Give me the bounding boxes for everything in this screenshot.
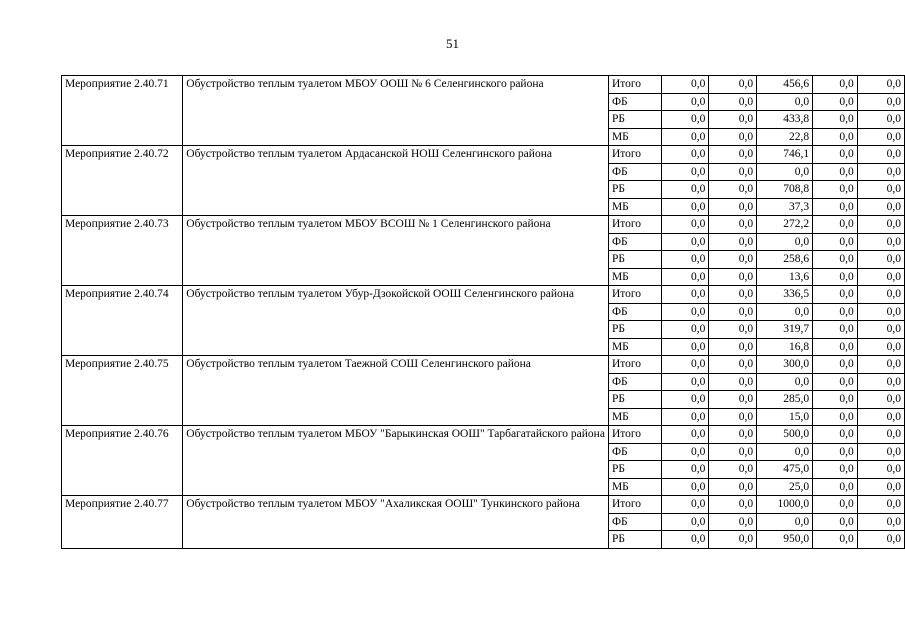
value-cell: 0,0 [709, 251, 757, 269]
value-cell: 0,0 [709, 146, 757, 164]
value-cell: 0,0 [813, 478, 858, 496]
value-cell: 0,0 [857, 233, 904, 251]
funding-source-cell: РБ [608, 531, 661, 549]
measure-cell: Мероприятие 2.40.75 [62, 356, 183, 426]
funding-source-cell: ФБ [608, 93, 661, 111]
value-cell: 0,0 [661, 373, 709, 391]
value-cell: 0,0 [709, 426, 757, 444]
value-cell: 0,0 [857, 216, 904, 234]
measure-cell: Мероприятие 2.40.72 [62, 146, 183, 216]
value-cell: 0,0 [857, 461, 904, 479]
value-cell: 0,0 [813, 181, 858, 199]
value-cell: 0,0 [813, 338, 858, 356]
measure-cell: Мероприятие 2.40.74 [62, 286, 183, 356]
table-row [62, 286, 905, 304]
value-cell: 0,0 [661, 338, 709, 356]
value-cell: 0,0 [661, 321, 709, 339]
value-cell: 0,0 [813, 146, 858, 164]
funding-source-cell: РБ [608, 251, 661, 269]
value-cell: 0,0 [857, 286, 904, 304]
funding-source-cell: МБ [608, 338, 661, 356]
value-cell: 0,0 [757, 513, 813, 531]
value-cell: 0,0 [857, 251, 904, 269]
value-cell: 0,0 [813, 216, 858, 234]
value-cell: 475,0 [757, 461, 813, 479]
value-cell: 0,0 [709, 513, 757, 531]
funding-source-cell: ФБ [608, 303, 661, 321]
value-cell: 0,0 [709, 531, 757, 549]
description-cell: Обустройство теплым туалетом Таежной СОШ Селенгинского района [183, 356, 609, 426]
value-cell: 0,0 [813, 268, 858, 286]
value-cell: 0,0 [661, 163, 709, 181]
value-cell: 0,0 [709, 321, 757, 339]
value-cell: 0,0 [709, 286, 757, 304]
funding-source-cell: ФБ [608, 373, 661, 391]
value-cell: 0,0 [757, 303, 813, 321]
value-cell: 0,0 [813, 443, 858, 461]
value-cell: 285,0 [757, 391, 813, 409]
value-cell: 0,0 [857, 408, 904, 426]
funding-source-cell: Итого [608, 146, 661, 164]
value-cell: 0,0 [661, 76, 709, 94]
value-cell: 0,0 [709, 478, 757, 496]
value-cell: 0,0 [709, 408, 757, 426]
value-cell: 0,0 [757, 373, 813, 391]
value-cell: 300,0 [757, 356, 813, 374]
value-cell: 0,0 [709, 216, 757, 234]
funding-source-cell: ФБ [608, 443, 661, 461]
value-cell: 0,0 [661, 111, 709, 129]
value-cell: 0,0 [709, 233, 757, 251]
funding-source-cell: РБ [608, 391, 661, 409]
funding-source-cell: Итого [608, 286, 661, 304]
funding-source-cell: МБ [608, 268, 661, 286]
value-cell: 0,0 [661, 426, 709, 444]
table-row [62, 76, 905, 94]
measure-cell: Мероприятие 2.40.71 [62, 76, 183, 146]
funding-source-cell: МБ [608, 128, 661, 146]
value-cell: 746,1 [757, 146, 813, 164]
description-cell: Обустройство теплым туалетом МБОУ "Ахаликская ООШ" Тункинского района [183, 496, 609, 549]
value-cell: 0,0 [813, 233, 858, 251]
value-cell: 0,0 [661, 93, 709, 111]
funding-source-cell: РБ [608, 181, 661, 199]
value-cell: 37,3 [757, 198, 813, 216]
value-cell: 0,0 [857, 163, 904, 181]
value-cell: 0,0 [661, 198, 709, 216]
funding-source-cell: РБ [608, 111, 661, 129]
value-cell: 0,0 [857, 146, 904, 164]
value-cell: 0,0 [661, 496, 709, 514]
value-cell: 13,6 [757, 268, 813, 286]
value-cell: 0,0 [813, 496, 858, 514]
value-cell: 0,0 [709, 93, 757, 111]
table-row [62, 146, 905, 164]
table-row [62, 426, 905, 444]
value-cell: 0,0 [857, 128, 904, 146]
value-cell: 0,0 [813, 128, 858, 146]
description-cell: Обустройство теплым туалетом МБОУ "Барыкинская ООШ" Тарбагатайского района [183, 426, 609, 496]
value-cell: 0,0 [661, 461, 709, 479]
funding-source-cell: ФБ [608, 513, 661, 531]
value-cell: 0,0 [661, 443, 709, 461]
description-cell: Обустройство теплым туалетом Убур-Дзокойской ООШ Селенгинского района [183, 286, 609, 356]
value-cell: 0,0 [661, 408, 709, 426]
value-cell: 0,0 [709, 76, 757, 94]
value-cell: 22,8 [757, 128, 813, 146]
value-cell: 0,0 [813, 426, 858, 444]
value-cell: 0,0 [813, 373, 858, 391]
value-cell: 0,0 [813, 111, 858, 129]
measure-cell: Мероприятие 2.40.76 [62, 426, 183, 496]
value-cell: 0,0 [813, 513, 858, 531]
funding-source-cell: МБ [608, 408, 661, 426]
value-cell: 272,2 [757, 216, 813, 234]
value-cell: 0,0 [813, 356, 858, 374]
value-cell: 0,0 [813, 163, 858, 181]
value-cell: 0,0 [757, 163, 813, 181]
funding-source-cell: МБ [608, 198, 661, 216]
value-cell: 0,0 [813, 461, 858, 479]
value-cell: 0,0 [661, 286, 709, 304]
funding-source-cell: Итого [608, 76, 661, 94]
value-cell: 0,0 [857, 111, 904, 129]
value-cell: 456,6 [757, 76, 813, 94]
value-cell: 336,5 [757, 286, 813, 304]
value-cell: 319,7 [757, 321, 813, 339]
value-cell: 0,0 [709, 496, 757, 514]
value-cell: 0,0 [757, 93, 813, 111]
value-cell: 433,8 [757, 111, 813, 129]
value-cell: 0,0 [661, 356, 709, 374]
value-cell: 1000,0 [757, 496, 813, 514]
value-cell: 0,0 [857, 338, 904, 356]
value-cell: 0,0 [813, 391, 858, 409]
value-cell: 950,0 [757, 531, 813, 549]
value-cell: 0,0 [857, 76, 904, 94]
value-cell: 0,0 [661, 513, 709, 531]
page-number: 51 [446, 36, 459, 51]
value-cell: 0,0 [857, 391, 904, 409]
table-row [62, 216, 905, 234]
funding-source-cell: ФБ [608, 233, 661, 251]
value-cell: 16,8 [757, 338, 813, 356]
value-cell: 0,0 [813, 286, 858, 304]
value-cell: 0,0 [709, 373, 757, 391]
value-cell: 0,0 [857, 531, 904, 549]
value-cell: 0,0 [661, 181, 709, 199]
value-cell: 0,0 [813, 93, 858, 111]
value-cell: 0,0 [857, 93, 904, 111]
table-row [62, 496, 905, 514]
funding-source-cell: Итого [608, 216, 661, 234]
value-cell: 0,0 [709, 303, 757, 321]
value-cell: 0,0 [709, 163, 757, 181]
value-cell: 0,0 [813, 251, 858, 269]
value-cell: 0,0 [813, 76, 858, 94]
value-cell: 0,0 [757, 443, 813, 461]
value-cell: 0,0 [857, 426, 904, 444]
value-cell: 0,0 [857, 268, 904, 286]
value-cell: 0,0 [813, 408, 858, 426]
value-cell: 500,0 [757, 426, 813, 444]
value-cell: 0,0 [813, 321, 858, 339]
value-cell: 0,0 [709, 391, 757, 409]
value-cell: 0,0 [857, 373, 904, 391]
value-cell: 0,0 [709, 128, 757, 146]
value-cell: 0,0 [709, 356, 757, 374]
value-cell: 0,0 [813, 198, 858, 216]
description-cell: Обустройство теплым туалетом МБОУ ООШ № 6 Селенгинского района [183, 76, 609, 146]
funding-source-cell: РБ [608, 321, 661, 339]
value-cell: 0,0 [813, 531, 858, 549]
value-cell: 0,0 [857, 478, 904, 496]
value-cell: 0,0 [857, 513, 904, 531]
value-cell: 0,0 [709, 111, 757, 129]
funding-source-cell: ФБ [608, 163, 661, 181]
value-cell: 0,0 [661, 251, 709, 269]
table-row [62, 356, 905, 374]
value-cell: 25,0 [757, 478, 813, 496]
funding-source-cell: МБ [608, 478, 661, 496]
value-cell: 0,0 [661, 128, 709, 146]
funding-source-cell: Итого [608, 356, 661, 374]
description-cell: Обустройство теплым туалетом Ардасанской НОШ Селенгинского района [183, 146, 609, 216]
value-cell: 0,0 [709, 268, 757, 286]
funding-source-cell: Итого [608, 496, 661, 514]
value-cell: 0,0 [857, 303, 904, 321]
value-cell: 0,0 [709, 338, 757, 356]
value-cell: 0,0 [813, 303, 858, 321]
value-cell: 0,0 [857, 496, 904, 514]
value-cell: 0,0 [709, 198, 757, 216]
measure-cell: Мероприятие 2.40.77 [62, 496, 183, 549]
value-cell: 708,8 [757, 181, 813, 199]
value-cell: 0,0 [661, 268, 709, 286]
value-cell: 0,0 [661, 216, 709, 234]
value-cell: 0,0 [709, 461, 757, 479]
value-cell: 0,0 [661, 233, 709, 251]
value-cell: 0,0 [661, 478, 709, 496]
funding-source-cell: Итого [608, 426, 661, 444]
value-cell: 0,0 [661, 146, 709, 164]
value-cell: 0,0 [709, 181, 757, 199]
value-cell: 258,6 [757, 251, 813, 269]
value-cell: 0,0 [757, 233, 813, 251]
value-cell: 0,0 [857, 181, 904, 199]
description-cell: Обустройство теплым туалетом МБОУ ВСОШ № 1 Селенгинского района [183, 216, 609, 286]
value-cell: 0,0 [661, 391, 709, 409]
value-cell: 0,0 [857, 198, 904, 216]
budget-table [61, 75, 905, 549]
value-cell: 0,0 [709, 443, 757, 461]
measure-cell: Мероприятие 2.40.73 [62, 216, 183, 286]
value-cell: 0,0 [857, 443, 904, 461]
value-cell: 0,0 [857, 321, 904, 339]
funding-source-cell: РБ [608, 461, 661, 479]
value-cell: 0,0 [661, 303, 709, 321]
value-cell: 0,0 [857, 356, 904, 374]
value-cell: 0,0 [661, 531, 709, 549]
value-cell: 15,0 [757, 408, 813, 426]
